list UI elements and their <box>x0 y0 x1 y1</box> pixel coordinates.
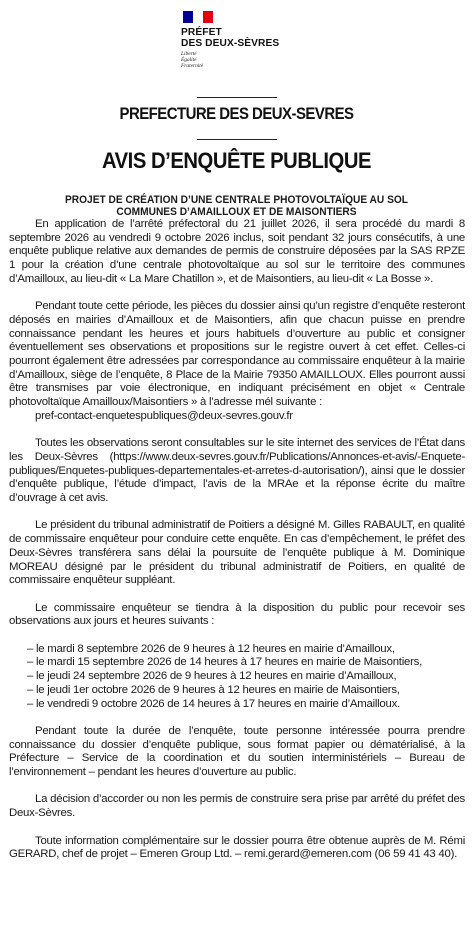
divider-middle <box>197 139 277 140</box>
paragraph-decision: La décision d’accorder ou non les permis de construire sera prise par arrêté du préfet des Deux-Sèvres. <box>9 793 465 820</box>
schedule-item: – le mardi 8 septembre 2026 de 9 heures à 12 heures en mairie d’Amailloux, <box>27 642 395 655</box>
paragraph-registre: Pendant toute cette période, les pièces du dossier ainsi qu’un registre d’enquête resteront déposés en mairies d’Amailloux et de Maisontiers, afin que chacun puisse en prendre connaissance pendant les heures et jours habituels d’ouverture au public et consigner éventuellement ses observations et propositions sur le registre ouvert à cet effet. Celles-ci pourront également être adressées par correspondance au commissaire enquêteur à la mairie d’Amailloux, siège de l’enquête, 8 Place de la Mairie 79350 AMAILLOUX. Elles pourront aussi être transmises par voie électronique, en indiquant précisément en objet « Centrale photovoltaïque Amailloux/Maisontiers » à l’adresse mél suivante : <box>9 300 466 409</box>
motto-fraternite: Fraternité <box>181 63 204 70</box>
schedule-item: – le jeudi 1er octobre 2026 de 9 heures à 12 heures en mairie de Maisontiers, <box>27 683 400 696</box>
schedule-item: – le jeudi 24 septembre 2026 de 9 heures à 12 heures en mairie d’Amailloux, <box>27 670 397 683</box>
divider-top <box>197 97 277 98</box>
french-flag-icon <box>183 11 213 23</box>
subtitle-line1: PROJET DE CRÉATION D’UNE CENTRALE PHOTOVOLTAÏQUE AU SOL <box>65 194 408 206</box>
subtitle-line2: COMMUNES D’AMAILLOUX ET DE MAISONTIERS <box>116 206 357 218</box>
page-title: AVIS D’ENQUÊTE PUBLIQUE <box>101 148 372 173</box>
logo-motto <box>181 51 301 70</box>
prefecture-heading: PREFECTURE DES DEUX-SEVRES <box>119 104 354 123</box>
logo-name-line2: DES DEUX-SÈVRES <box>181 38 280 49</box>
paragraph-commissaire: Le président du tribunal administratif de Poitiers a désigné M. Gilles RABAULT, en qualité de commissaire enquêteur pour conduire cette enquête. En cas d’empêchement, le préfet des Deux-Sèvres transférera sans délai la poursuite de l’enquête publique à M. Dominique MOREAU désigné par le président du tribunal administratif de Poitiers, en qualité de commissaire enquêteur suppléant. <box>9 519 465 587</box>
project-subtitle <box>9 194 463 218</box>
paragraph-permanences: Le commissaire enquêteur se tiendra à la disposition du public pour recevoir ses observations aux jours et heures suivants : <box>9 601 465 628</box>
paragraph-information: Toute information complémentaire sur le dossier pourra être obtenue auprès de M. Rémi GERARD, chef de projet – Emeren Group Ltd. – remi.gerard@emeren.com (06 59 41 43 40). <box>9 834 465 861</box>
schedule-item: – le vendredi 9 octobre 2026 de 14 heures à 17 heures en mairie d’Amailloux. <box>27 697 400 710</box>
notice-body <box>9 218 465 862</box>
schedule-item: – le mardi 15 septembre 2026 de 14 heures à 17 heures en mairie de Maisontiers, <box>27 656 422 669</box>
motto-liberte: Liberté <box>181 51 197 57</box>
paragraph-observations: Toutes les observations seront consultables sur le site internet des services de l’État dans les Deux-Sèvres (https://www.deux-sevres.gouv.fr/Publications/Annonces-et-avis/-Enquete-publiques/Enquetes-publiques-departementales-et-arretes-d-autorisation/), ainsi que le dossier d’enquête publique, l’étude d’impact, l’avis de la MRAe et la réponse écrite du maître d’ouvrage à cet avis. <box>9 437 465 505</box>
logo-name-line1: PRÉFET <box>181 27 222 38</box>
schedule-list <box>9 643 465 712</box>
logo-name <box>181 27 301 49</box>
paragraph-consultation: Pendant toute la durée de l’enquête, toute personne intéressée pourra prendre connaissance du dossier d’enquête publique, sous format papier ou dématérialisé, à la Préfecture – Service de la coordination et du soutien interministériels – Bureau de l’environnement – pendant les heures d’ouverture au public. <box>9 724 465 779</box>
prefecture-logo <box>181 11 301 70</box>
motto-egalite: Égalité <box>181 57 197 64</box>
contact-email: pref-contact-enquetespubliques@deux-sevres.gouv.fr <box>35 409 293 422</box>
paragraph-arrete: En application de l’arrêté préfectoral du 21 juillet 2026, il sera procédé du mardi 8 septembre 2026 au vendredi 9 octobre 2026 inclus, soit pendant 32 jours consécutifs, à une enquête publique relative aux demandes de permis de construire déposées par la SAS RPZE 1 pour la création d’une centrale photovoltaïque au sol sur le territoire des communes d’Amailloux, au lieu-dit « La Mare Chatillon », et de Maisontiers, au lieu-dit « La Bosse ». <box>9 218 465 285</box>
